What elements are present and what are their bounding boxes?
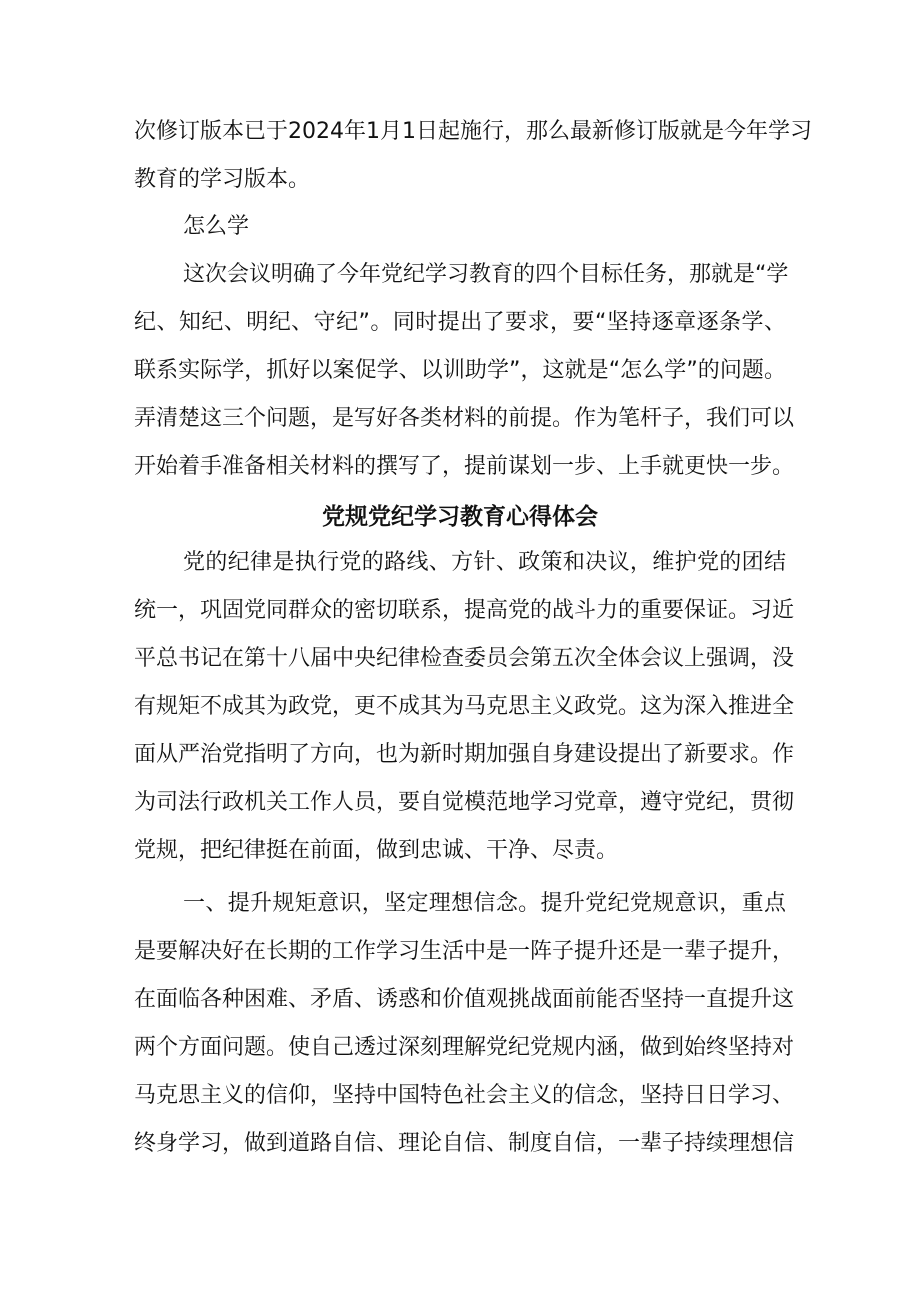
paragraph-line: 面从严治党指明了方向，也为新时期加强自身建设提出了新要求。作 (134, 742, 795, 767)
paragraph-line: 联系实际学，抓好以案促学、以训助学”，这就是“怎么学”的问题。 (134, 358, 786, 383)
section-label: 怎么学 (183, 214, 250, 239)
document-title: 党规党纪学习教育心得体会 (322, 504, 598, 530)
paragraph-line: 党的纪律是执行党的路线、方针、政策和决议，维护党的团结 (183, 550, 786, 575)
paragraph-line: 终身学习，做到道路自信、理论自信、制度自信，一辈子持续理想信 (134, 1131, 795, 1156)
paragraph-line: 统一，巩固党同群众的密切联系，提高党的战斗力的重要保证。习近 (134, 598, 795, 623)
paragraph-line: 弄清楚这三个问题，是写好各类材料的前提。作为笔杆子，我们可以 (134, 406, 795, 431)
paragraph-line: 在面临各种困难、矛盾、诱惑和价值观挑战面前能否坚持一直提升这 (134, 987, 795, 1012)
paragraph-line: 纪、知纪、明纪、守纪”。同时提出了要求，要“坚持逐章逐条学、 (134, 310, 786, 335)
paragraph-line: 党规，把纪律挺在前面，做到忠诚、干净、尽责。 (134, 838, 619, 863)
paragraph-line: 两个方面问题。使自己透过深刻理解党纪党规内涵，做到始终坚持对 (134, 1035, 795, 1060)
paragraph-line: 开始着手准备相关材料的撰写了，提前谋划一步、上手就更快一步。 (134, 454, 795, 479)
paragraph-line: 这次会议明确了今年党纪学习教育的四个目标任务，那就是“学 (183, 262, 789, 287)
paragraph-line: 平总书记在第十八届中央纪律检查委员会第五次全体会议上强调，没 (134, 646, 795, 671)
paragraph-line: 一、提升规矩意识，坚定理想信念。提升党纪党规意识，重点 (183, 891, 786, 916)
intro-line-1: 次修订版本已于2024年1月1日起施行，那么最新修订版就是今年学习 (134, 119, 812, 144)
paragraph-line: 是要解决好在长期的工作学习生活中是一阵子提升还是一辈子提升， (134, 939, 795, 964)
intro-line-2: 教育的学习版本。 (134, 167, 311, 192)
paragraph-line: 马克思主义的信仰，坚持中国特色社会主义的信念，坚持日日学习、 (134, 1083, 795, 1108)
paragraph-line: 有规矩不成其为政党，更不成其为马克思主义政党。这为深入推进全 (134, 694, 795, 719)
paragraph-line: 为司法行政机关工作人员，要自觉模范地学习党章，遵守党纪，贯彻 (134, 790, 795, 815)
